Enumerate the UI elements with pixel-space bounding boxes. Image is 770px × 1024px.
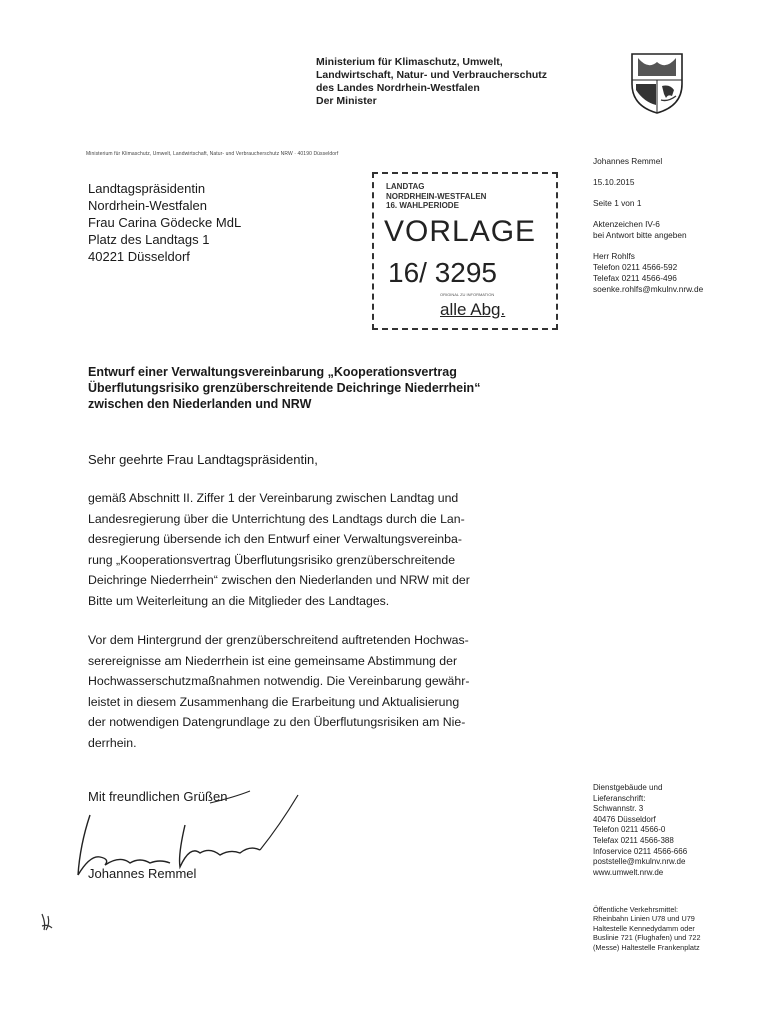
paragraph-line: Hochwasserschutzmaßnahmen notwendig. Die Vereinbarung gewähr-: [88, 674, 470, 689]
paragraph-line: der notwendigen Datengrundlage zu den Überflutungsrisiken am Nie-: [88, 715, 466, 730]
subject-line: zwischen den Niederlanden und NRW: [88, 397, 312, 411]
paragraph-line: serereignisse am Niederrhein ist eine gemeinsame Abstimmung der: [88, 653, 458, 668]
building-line: Telefax 0211 4566-388: [593, 835, 674, 845]
building-line: Lieferanschrift:: [593, 793, 646, 803]
sender-name: Johannes Remmel: [593, 156, 663, 166]
salutation: Sehr geehrte Frau Landtagspräsidentin,: [88, 452, 318, 467]
contact-email: soenke.rohlfs@mkulnv.nrw.de: [593, 284, 704, 294]
recipient-line: Frau Carina Gödecke MdL: [88, 215, 242, 230]
sender-address-line: Ministerium für Klimaschutz, Umwelt, Landwirtschaft, Natur- und Verbraucherschutz NRW · 40190 Düsseldorf: [86, 151, 339, 157]
ministry-line: Landwirtschaft, Natur- und Verbraucherschutz: [316, 69, 548, 81]
recipient-line: Platz des Landtags 1: [88, 232, 210, 247]
landtag-stamp: [372, 172, 558, 330]
contact-fax: Telefax 0211 4566-496: [593, 273, 677, 283]
subject-line: Entwurf einer Verwaltungsvereinbarung „Kooperationsvertrag: [88, 365, 457, 379]
paragraph-line: Vor dem Hintergrund der grenzüberschreitend auftretenden Hochwas-: [88, 633, 469, 647]
letter-date: 15.10.2015: [593, 177, 635, 187]
contact-phone: Telefon 0211 4566-592: [593, 262, 678, 272]
coat-of-arms-icon: [628, 50, 686, 116]
ministry-line: des Landes Nordrhein-Westfalen: [316, 82, 480, 94]
margin-mark-icon: [38, 910, 58, 934]
recipient-address: [88, 180, 241, 265]
body-paragraph-2: [88, 630, 580, 754]
paragraph-line: rung „Kooperationsvertrag Überflutungsrisiko grenzüberschreitende: [88, 552, 456, 567]
stamp-org-line: NORDRHEIN-WESTFALEN: [386, 191, 487, 201]
building-line: Dienstgebäude und: [593, 783, 663, 792]
ministry-line: Der Minister: [316, 95, 377, 107]
transit-line: (Messe) Haltestelle Frankenplatz: [593, 942, 700, 952]
building-line: Telefon 0211 4566-0: [593, 825, 666, 835]
building-line: poststelle@mkulnv.nrw.de: [593, 857, 686, 867]
stamp-number: 16/ 3295: [388, 257, 497, 288]
building-address-block: [593, 783, 687, 878]
paragraph-line: desregierung übersende ich den Entwurf einer Verwaltungsvereinba-: [88, 532, 462, 547]
page-count: Seite 1 von 1: [593, 198, 642, 208]
stamp-title: VORLAGE: [384, 215, 537, 248]
body-paragraph-1: [88, 488, 580, 612]
reference-label: Aktenzeichen IV-6: [593, 219, 660, 229]
paragraph-line: derrhein.: [88, 735, 137, 750]
letter-subject: [88, 364, 580, 412]
transit-line: Buslinie 721 (Flughafen) und 722: [593, 933, 701, 943]
paragraph-line: Deichringe Niederrhein“ zwischen den Niederlanden und NRW mit der: [88, 573, 470, 588]
signer-name: Johannes Remmel: [88, 866, 197, 881]
closing-phrase: Mit freundlichen Grüßen: [88, 789, 228, 804]
paragraph-line: gemäß Abschnitt II. Ziffer 1 der Vereinbarung zwischen Landtag und: [88, 491, 459, 505]
stamp-org-line: LANDTAG: [386, 182, 425, 191]
recipient-line: 40221 Düsseldorf: [88, 249, 190, 264]
paragraph-line: Landesregierung über die Unterrichtung des Landtags durch die Lan-: [88, 511, 465, 526]
transit-line: Haltestelle Kennedydamm oder: [593, 923, 695, 933]
ministry-header: [316, 56, 616, 108]
sender-info-block: [593, 156, 703, 295]
paragraph-line: Bitte um Weiterleitung an die Mitglieder des Landtages.: [88, 593, 390, 608]
subject-line: Überflutungsrisiko grenzüberschreitende Deichringe Niederrhein“: [88, 381, 481, 395]
ministry-line: Ministerium für Klimaschutz, Umwelt,: [316, 56, 503, 68]
transit-line: Rheinbahn Linien U78 und U79: [593, 914, 695, 924]
building-line: Schwannstr. 3: [593, 804, 644, 814]
paragraph-line: leistet in diesem Zusammenhang die Erarbeitung und Aktualisierung: [88, 694, 460, 709]
stamp-small-text: ORIGINAL ZU INFORMATION: [440, 292, 495, 297]
stamp-org-line: 16. WAHLPERIODE: [386, 201, 459, 210]
stamp-distribution: alle Abg.: [440, 300, 506, 319]
stamp-organization: [386, 182, 486, 211]
recipient-line: Landtagspräsidentin: [88, 181, 206, 196]
transit-info-block: [593, 905, 701, 952]
building-line: 40476 Düsseldorf: [593, 814, 656, 824]
contact-name: Herr Rohlfs: [593, 251, 635, 261]
building-line: www.umwelt.nrw.de: [593, 867, 664, 877]
building-line: Infoservice 0211 4566-666: [593, 846, 688, 856]
transit-line: Öffentliche Verkehrsmittel:: [593, 905, 679, 914]
recipient-line: Nordrhein-Westfalen: [88, 198, 207, 213]
reference-note: bei Antwort bitte angeben: [593, 230, 687, 240]
